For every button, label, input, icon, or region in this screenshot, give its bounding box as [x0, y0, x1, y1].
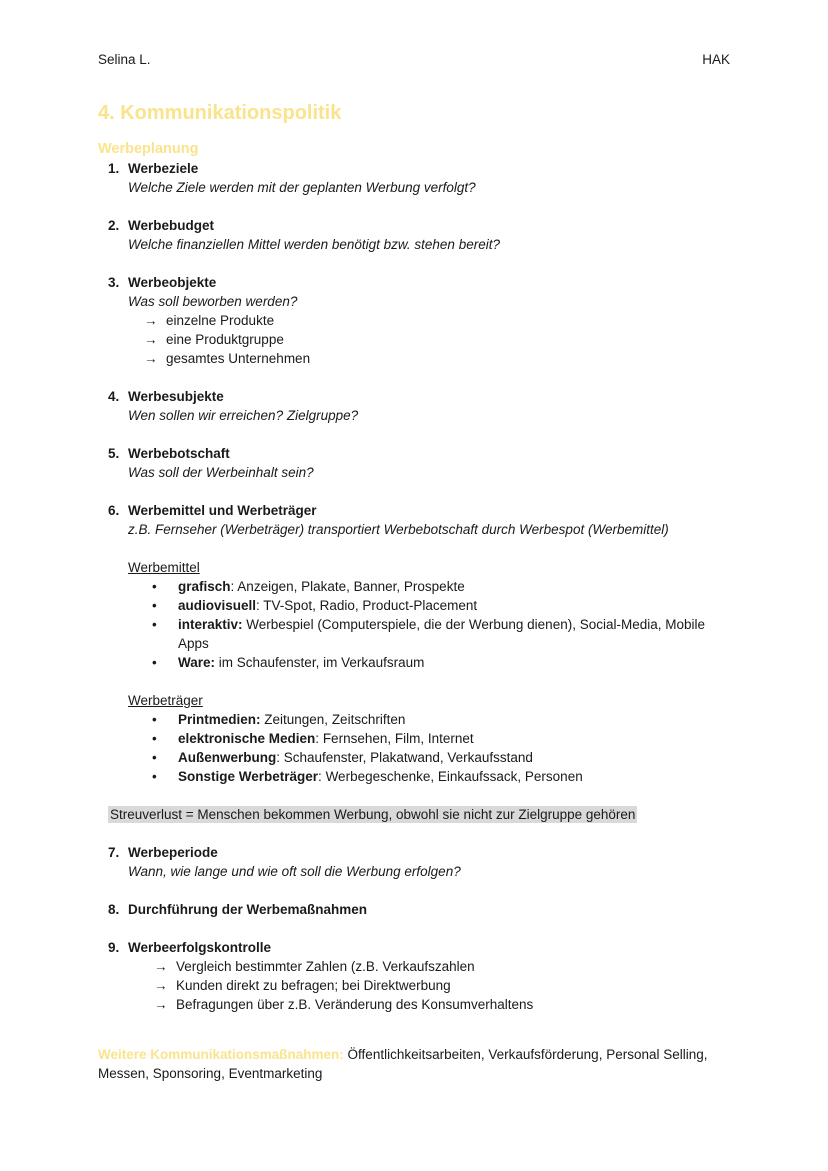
arrow-icon: →: [154, 978, 168, 993]
list-item-durchfuehrung: [98, 900, 738, 919]
section-subtitle: Werbeplanung: [98, 141, 199, 157]
item-question: Was soll beworben werden?: [128, 294, 298, 309]
werbemittel-heading: Werbemittel: [128, 560, 200, 575]
item-number: 8.: [108, 902, 120, 917]
item-title: Werbeobjekte: [128, 275, 217, 290]
bullet-item: [148, 767, 738, 786]
arrow-icon: →: [154, 959, 168, 974]
arrow-icon: →: [144, 332, 158, 347]
arrow-item: [154, 957, 738, 976]
arrow-item-text: gesamtes Unternehmen: [166, 351, 311, 366]
item-number: 1.: [108, 161, 120, 176]
item-question: z.B. Fernseher (Werbeträger) transportiert Werbebotschaft durch Werbespot (Werbemittel): [128, 522, 669, 537]
item-question: Was soll der Werbeinhalt sein?: [128, 465, 314, 480]
arrow-item: [144, 349, 738, 368]
further-measures-label: Weitere Kommunikationsmaßnahmen:: [98, 1047, 344, 1062]
werbemittel-list: [128, 577, 738, 672]
bullet-term: grafisch: [178, 579, 231, 594]
arrow-item-text: Kunden direkt zu befragen; bei Direktwerbung: [176, 978, 451, 993]
bullet-item: [148, 577, 738, 596]
streuverlust-note: [108, 805, 738, 824]
item-number: 6.: [108, 503, 120, 518]
bullet-item: [148, 748, 738, 767]
item-question: Wann, wie lange und wie oft soll die Werbung erfolgen?: [128, 864, 461, 879]
item-title: Werbeperiode: [128, 845, 218, 860]
bullet-icon: •: [152, 655, 157, 670]
arrow-item-text: Vergleich bestimmter Zahlen (z.B. Verkaufszahlen: [176, 959, 475, 974]
item-title: Werbebudget: [128, 218, 215, 233]
author-name: Selina L.: [98, 52, 151, 67]
arrow-item: [154, 976, 738, 995]
bullet-item: [148, 710, 738, 729]
list-item-werbeperiode: [98, 843, 738, 881]
item-question: Welche finanziellen Mittel werden benötigt bzw. stehen bereit?: [128, 237, 500, 252]
item-number: 5.: [108, 446, 120, 461]
arrow-item-text: einzelne Produkte: [166, 313, 275, 328]
item-question: Wen sollen wir erreichen? Zielgruppe?: [128, 408, 359, 423]
bullet-text: Anzeigen, Plakate, Banner, Prospekte: [234, 579, 465, 594]
bullet-icon: •: [152, 712, 157, 727]
item-number: 4.: [108, 389, 120, 404]
item-title: Werbemittel und Werbeträger: [128, 503, 317, 518]
arrow-item: [154, 995, 738, 1014]
bullet-sep: :: [318, 769, 322, 784]
item-number: 3.: [108, 275, 120, 290]
item-title: Werbeziele: [128, 161, 199, 176]
bullet-icon: •: [152, 731, 157, 746]
arrow-icon: →: [154, 997, 168, 1012]
bullet-icon: •: [152, 579, 157, 594]
bullet-item: [148, 653, 738, 672]
bullet-text: Zeitungen, Zeitschriften: [260, 712, 406, 727]
bullet-icon: •: [152, 598, 157, 613]
bullet-icon: •: [152, 750, 157, 765]
arrow-item-text: eine Produktgruppe: [166, 332, 284, 347]
werbetraeger-heading: Werbeträger: [128, 693, 203, 708]
arrow-item: [144, 311, 738, 330]
bullet-text: im Schaufenster, im Verkaufsraum: [215, 655, 425, 670]
item-number: 9.: [108, 940, 120, 955]
planning-list: [98, 159, 738, 1033]
bullet-sep: :: [230, 579, 235, 594]
bullet-item: [148, 729, 738, 748]
bullet-term: interaktiv:: [178, 617, 243, 632]
bullet-sep: :: [256, 598, 260, 613]
bullet-icon: •: [152, 769, 157, 784]
bullet-term: Außenwerbung: [178, 750, 277, 765]
page-title: 4. Kommunikationspolitik: [98, 102, 342, 124]
item-title: Werbesubjekte: [128, 389, 224, 404]
bullet-sep: :: [315, 731, 320, 746]
bullet-text: Werbegeschenke, Einkaufssack, Personen: [321, 769, 583, 784]
bullet-text: TV-Spot, Radio, Product-Placement: [259, 598, 478, 613]
bullet-icon: •: [152, 617, 157, 632]
item-number: 7.: [108, 845, 120, 860]
bullet-term: Printmedien:: [178, 712, 261, 727]
item-title: Durchführung der Werbemaßnahmen: [128, 902, 368, 917]
list-item-werbebudget: [98, 216, 738, 254]
bullet-item: [148, 596, 738, 615]
list-item-werbeziele: [98, 159, 738, 197]
list-item-werbeerfolgskontrolle: [98, 938, 738, 1014]
bullet-term: Ware:: [178, 655, 216, 670]
arrow-list: [128, 957, 738, 1014]
bullet-term: elektronische Medien: [178, 731, 316, 746]
further-measures: [98, 1045, 738, 1083]
item-number: 2.: [108, 218, 120, 233]
arrow-icon: →: [144, 351, 158, 366]
arrow-icon: →: [144, 313, 158, 328]
bullet-text: Schaufenster, Plakatwand, Verkaufsstand: [280, 750, 533, 765]
school-name: HAK: [702, 52, 730, 67]
arrow-list: [128, 311, 738, 368]
further-measures-text: Öffentlichkeitsarbeiten, Verkaufsförderung, Personal Selling, Messen, Sponsoring, Eventmarketing: [98, 1047, 708, 1081]
highlighted-definition: Streuverlust = Menschen bekommen Werbung, obwohl sie nicht zur Zielgruppe gehören: [110, 807, 636, 822]
list-item-werbebotschaft: [98, 444, 738, 482]
werbetraeger-list: [128, 710, 738, 786]
bullet-term: audiovisuell: [178, 598, 257, 613]
bullet-item: [148, 615, 738, 653]
list-item-werbeobjekte: [98, 273, 738, 368]
bullet-term: Sonstige Werbeträger: [178, 769, 319, 784]
bullet-text: Fernsehen, Film, Internet: [319, 731, 474, 746]
list-item-werbesubjekte: [98, 387, 738, 425]
bullet-sep: :: [276, 750, 281, 765]
bullet-text: Werbespiel (Computerspiele, die der Werbung dienen), Social-Media, Mobile Apps: [178, 617, 706, 651]
item-title: Werbebotschaft: [128, 446, 230, 461]
arrow-item-text: Befragungen über z.B. Veränderung des Konsumverhaltens: [176, 997, 534, 1012]
item-title: Werbeerfolgskontrolle: [128, 940, 272, 955]
arrow-item: [144, 330, 738, 349]
item-question: Welche Ziele werden mit der geplanten Werbung verfolgt?: [128, 180, 476, 195]
list-item-werbemittel-traeger: [98, 501, 738, 786]
